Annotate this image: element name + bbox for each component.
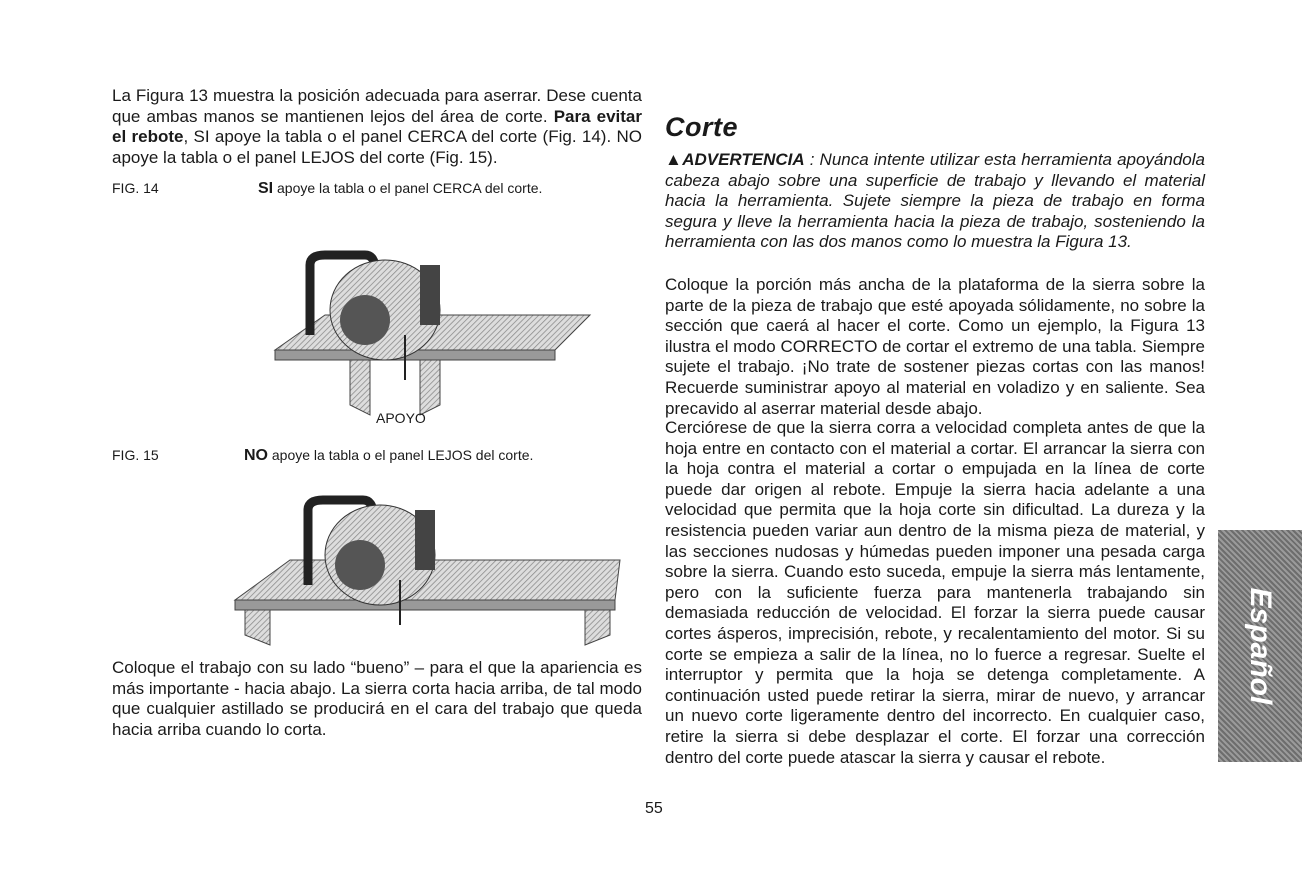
- fig14-caption: [258, 180, 542, 198]
- intro-bold: Para evitar el rebote: [112, 106, 642, 147]
- warning-text: : Nunca intente utilizar esta herramienta apoyándola cabeza abajo sobre una superficie de trabajo y llevando el material hacia la herramienta. Sujete siempre la pieza de trabajo en forma segura y lleve la herramienta hacia la pieza de trabajo, sosteniendo la herramienta con las dos manos como lo muestra la Figura 13.: [665, 150, 1205, 252]
- fig15-caption: [244, 447, 533, 465]
- warning-paragraph: [665, 150, 1205, 253]
- warning-label: ADVERTENCIA: [682, 150, 805, 169]
- intro-text-end: , SI apoye la tabla o el panel CERCA del corte (Fig. 14). NO apoye la tabla o el panel LEJOS del corte (Fig. 15).: [112, 127, 642, 167]
- body-paragraph-1: Coloque la porción más ancha de la plataforma de la sierra sobre la parte de la pieza de trabajo que esté apoyada sólidamente, no sobre la sección que caerá al hacer el corte. Como un ejemplo, la Figura 13 ilustra el modo CORRECTO de cortar el extremo de una tabla. Siempre sujete el trabajo. ¡No trate de sostener piezas cortas con las manos! Recuerde suministrar apoyo al material en voladizo y en saliente. Sea precavido al aserrar material desde abajo.: [665, 275, 1205, 418]
- fig14-label: FIG. 14: [112, 180, 159, 196]
- body-paragraph-2: Cerciórese de que la sierra corra a velocidad completa antes de que la hoja entre en contacto con el material a cortar. El arrancar la sierra con la hoja contra el material a cortar o empujada en la línea de corte puede dar origen al rebote. Empuje la sierra hacia adelante a una velocidad que permita que la hoja corte sin dificultad. La dureza y la resistencia pueden variar aun dentro de la misma pieza de material, y las secciones nudosas y húmedas pueden imponer una pesada carga sobre la sierra. Cuando esto suceda, empuje la sierra más lentamente, pero con la suficiente fuerza para mantenerla trabajando sin demasiada reducción de velocidad. El forzar la sierra puede causar cortes ásperos, imprecisión, rebote, y recalentamiento del motor. Si su corte se empieza a salir de la línea, no lo fuerce a regresar. Suelte el interruptor y permita que la hoja se detenga completamente. A continuación usted puede retirar la sierra, mirar de nuevo, y arrancar un nuevo corte ligeramente dentro del incorrecto. En cualquier caso, retire la sierra si debe desplazar el corte. El forzar una corrección dentro del corte puede atascar la sierra y causar el rebote.: [665, 418, 1205, 767]
- fig15-label: FIG. 15: [112, 447, 159, 463]
- fig14-caption-bold: SI: [258, 180, 274, 197]
- language-tab-label: Español: [1244, 587, 1277, 705]
- closing-paragraph: Coloque el trabajo con su lado “bueno” – para el que la apariencia es más importante - hacia abajo. La sierra corta hacia arriba, de tal modo que cualquier astillado se producirá en el cara del trabajo que queda hacia arriba cuando lo corta.: [112, 658, 642, 739]
- fig14-illustration: [255, 225, 595, 425]
- fig15-caption-text: apoye la tabla o el panel LEJOS del corte.: [268, 447, 534, 463]
- intro-paragraph: [112, 86, 642, 168]
- warning-icon: ▲: [665, 150, 683, 169]
- page-number: 55: [645, 800, 663, 817]
- fig14-caption-text: apoye la tabla o el panel CERCA del corte.: [273, 180, 543, 196]
- section-heading: Corte: [665, 112, 739, 142]
- fig15-caption-bold: NO: [244, 447, 268, 464]
- language-side-tab: [1218, 530, 1302, 762]
- fig15-illustration: [230, 475, 630, 655]
- support-label: APOYO: [376, 410, 426, 426]
- intro-text: La Figura 13 muestra la posición adecuada para aserrar. Dese cuenta que ambas manos se mantienen lejos del área de corte.: [112, 86, 642, 126]
